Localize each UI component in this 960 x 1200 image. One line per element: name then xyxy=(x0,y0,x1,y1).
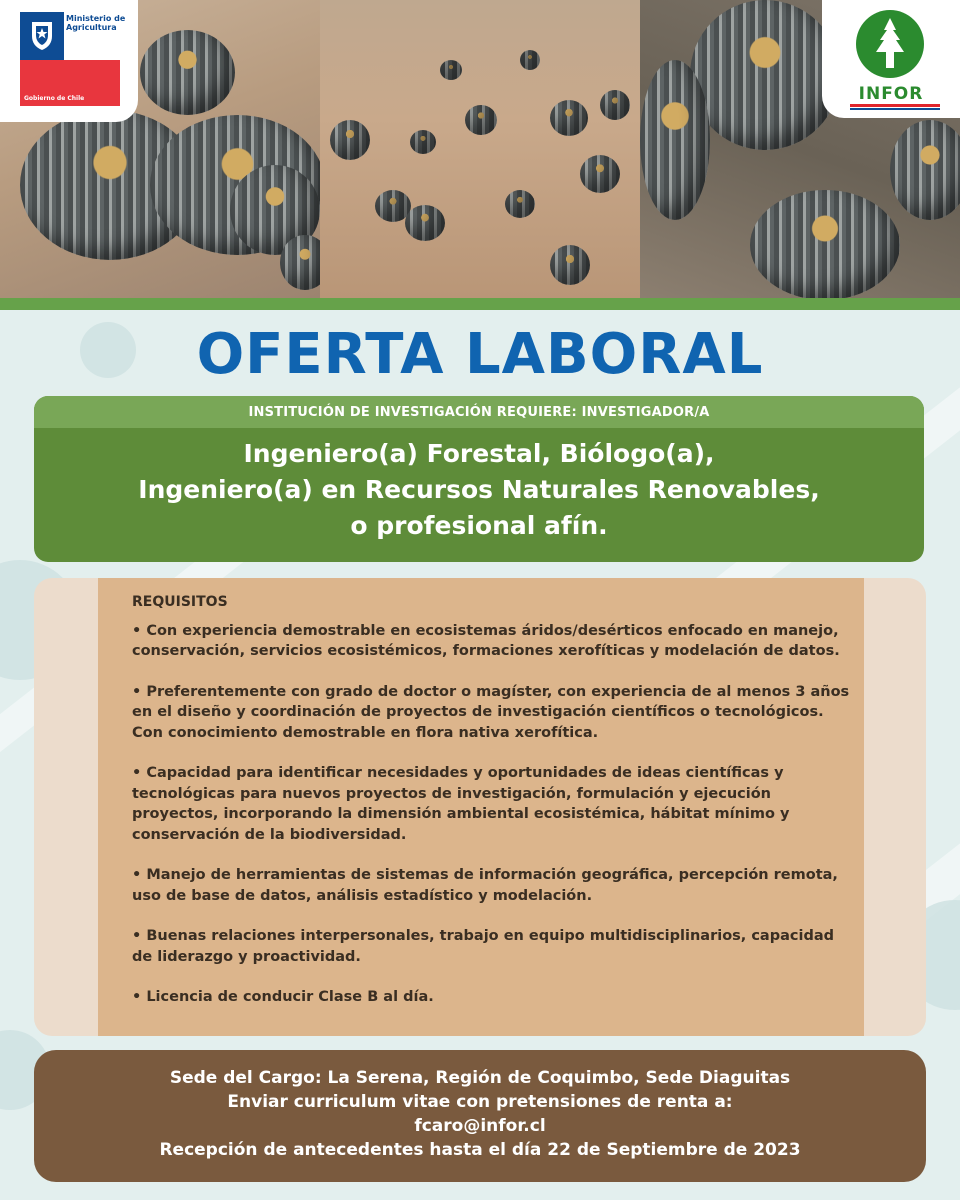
position-titles xyxy=(34,428,924,544)
gobierno-de-chile-logo xyxy=(0,0,138,122)
send-instructions: Enviar curriculum vitae con pretensiones de renta a: xyxy=(227,1092,733,1112)
requirement-item: • Licencia de conducir Clase B al día. xyxy=(132,989,434,1005)
page-title: OFERTA LABORAL xyxy=(196,322,764,387)
tree-icon xyxy=(856,10,924,78)
position-line: Ingeniero(a) Forestal, Biólogo(a), xyxy=(243,439,715,468)
ministry-name: Ministerio de Agricultura xyxy=(66,14,126,32)
position-box xyxy=(34,396,924,562)
position-line: Ingeniero(a) en Recursos Naturales Renovables, xyxy=(138,475,820,504)
requirement-item: • Preferentemente con grado de doctor o magíster, con experiencia de al menos 3 años en el diseño y coordinación de proyectos de investigación científicos o tecnológicos. Con conocimiento demostrable en flora nativa xerofítica. xyxy=(132,683,850,741)
requirement-item: • Con experiencia demostrable en ecosistemas áridos/desérticos enfocado en manejo, conservación, servicios ecosistémicos, formaciones xerofíticas y modelación de datos. xyxy=(132,622,840,659)
position-line: o profesional afín. xyxy=(350,511,608,540)
coat-of-arms-icon xyxy=(28,18,56,52)
requirement-item: • Manejo de herramientas de sistemas de información geográfica, percepción remota, uso de base de datos, análisis estadístico y modelación. xyxy=(132,867,838,904)
requirements-content xyxy=(132,592,852,1008)
government-name: Gobierno de Chile xyxy=(24,95,85,102)
header-photo-strip xyxy=(0,0,960,298)
logo-blue-bar xyxy=(850,108,940,110)
requirement-item: • Capacidad para identificar necesidades y oportunidades de ideas científicas y tecnológicas para nuevos proyectos de investigación, formulación y ejecución proyectos, incorporando la dimensión ambiental ecosistémica, hábitat mínimo y conservación de la biodiversidad. xyxy=(132,765,790,843)
infor-logo xyxy=(822,0,960,118)
position-subtitle: INSTITUCIÓN DE INVESTIGACIÓN REQUIERE: INVESTIGADOR/A xyxy=(34,396,924,428)
contact-email[interactable]: fcaro@infor.cl xyxy=(414,1116,546,1136)
infor-wordmark: INFOR xyxy=(858,84,924,104)
desert-cactus-field-photo xyxy=(320,0,640,298)
requirement-item: • Buenas relaciones interpersonales, trabajo en equipo multidisciplinarios, capacidad de liderazgo y proactividad. xyxy=(132,928,834,965)
requirements-heading: REQUISITOS xyxy=(132,594,228,610)
logo-red-bar xyxy=(850,104,940,107)
application-deadline: Recepción de antecedentes hasta el día 22 de Septiembre de 2023 xyxy=(159,1140,801,1160)
job-location: Sede del Cargo: La Serena, Región de Coquimbo, Sede Diaguitas xyxy=(169,1068,791,1088)
contact-footer xyxy=(34,1050,926,1182)
header-divider xyxy=(0,298,960,310)
